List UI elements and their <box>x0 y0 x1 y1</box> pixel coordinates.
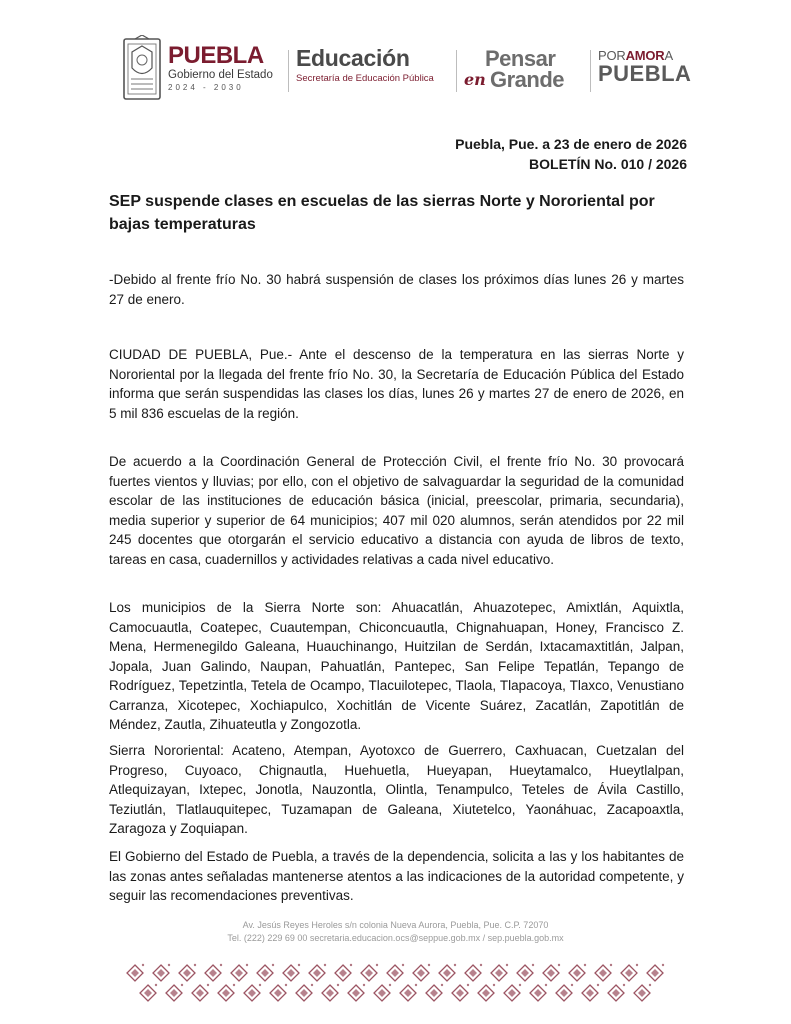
education-logo-title: Educación <box>296 45 410 71</box>
puebla-government-logo <box>168 44 273 93</box>
education-logo-subtitle: Secretaría de Educación Pública <box>296 73 434 84</box>
decorative-pattern-icon <box>122 962 672 1004</box>
body-paragraph: De acuerdo a la Coordinación General de Protección Civil, el frente frío No. 30 provocará fuertes vientos y lluvias; por ello, con el objetivo de salvaguardar la seguridad de la comunidad escolar de las instituciones de educación básica (inicial, preescolar, primaria, secundaria), media superior y superior de 64 municipios; 407 mil 020 alumnos, serán atendidos por 22 mil 245 docentes que otorgarán el servicio educativo a distancia con ayuda de libros de texto, tareas en casa, cuadernillos y actividades relativas a cada nivel educativo. <box>109 454 684 567</box>
puebla-logo-years: 2024 - 2030 <box>168 83 244 92</box>
page-title: SEP suspende clases en escuelas de las sierras Norte y Nororiental por bajas temperaturas <box>109 193 655 233</box>
logo-divider <box>456 50 457 92</box>
en-text: en <box>464 70 486 89</box>
pensar-text: Pensar <box>485 46 556 71</box>
por-amor-a-text: PORAMORA <box>598 48 673 63</box>
body-paragraph: CIUDAD DE PUEBLA, Pue.- Ante el descenso de la temperatura en las sierras Norte y Nororiental por la llegada del frente frío No. 30, la Secretaría de Educación Pública del Estado informa que serán suspendidas las clases los días, lunes 26 y martes 27 de enero de 2026, en 5 mil 836 escuelas de la región. <box>109 347 684 421</box>
por-amor-a-puebla-logo <box>598 48 691 85</box>
footer-contact: Tel. (222) 229 69 00 secretaria.educacion.ocs@seppue.gob.mx / sep.puebla.gob.mx <box>227 933 564 943</box>
bulletin-number: BOLETÍN No. 010 / 2026 <box>529 156 687 172</box>
closing-paragraph: El Gobierno del Estado de Puebla, a través de la dependencia, solicita a las y los habitantes de las zonas antes señaladas mantenerse atentos a las indicaciones de la autoridad competente, y seguir las recomendaciones preventivas. <box>109 849 684 903</box>
header-logos <box>118 32 698 112</box>
subheading-paragraph: -Debido al frente frío No. 30 habrá suspensión de clases los próximos días lunes 26 y martes 27 de enero. <box>109 272 684 307</box>
state-coat-of-arms-icon <box>121 35 163 105</box>
education-logo <box>296 46 434 85</box>
footer-address: Av. Jesús Reyes Heroles s/n colonia Nueva Aurora, Puebla, Pue. C.P. 72070 <box>242 920 549 930</box>
sierra-nororiental-paragraph: Sierra Nororiental: Acateno, Atempan, Ayotoxco de Guerrero, Caxhuacan, Cuetzalan del Progreso, Cuyoaco, Chignautla, Huehuetla, Hueyapan, Hueytamalco, Hueytlalpan, Atlequizayan, Ixtepec, Jonotla, Nauzontla, Olintla, Tenampulco, Teteles de Ávila Castillo, Teziutlán, Tlatlauquitepec, Tuzamapan de Galeana, Xiutetelco, Yaonáhuac, Zacapoaxtla, Zaragoza y Zoquiapan. <box>109 743 684 836</box>
puebla-logo-subtitle: Gobierno del Estado <box>168 69 273 81</box>
logo-divider <box>288 50 289 92</box>
grande-text: Grande <box>490 67 565 92</box>
sierra-norte-paragraph: Los municipios de la Sierra Norte son: Ahuacatlán, Ahuazotepec, Amixtlán, Aquixtla, Camocuautla, Coatepec, Cuautempan, Chiconcuautla, Chignahuapan, Honey, Francisco Z. Mena, Hermenegildo Galeana, Huauchinango, Huitzilan de Serdán, Ixtacamaxtitlán, Jalpan, Jopala, Juan Galindo, Naupan, Pahuatlán, Pantepec, San Felipe Tepatlán, Tepango de Rodríguez, Tepetzintla, Tetela de Ocampo, Tlacuilotepec, Tlaola, Tlapacoya, Tlaxco, Venustiano Carranza, Xicotepec, Xochiapulco, Xochitlán de Vicente Suárez, Zacatlán, Zapotitlán de Méndez, Zautla, Zihuateutla y Zongozotla. <box>109 600 684 732</box>
logo-divider <box>590 50 591 92</box>
place-date: Puebla, Pue. a 23 de enero de 2026 <box>455 136 687 152</box>
puebla-logo-title: PUEBLA <box>168 42 264 69</box>
pensar-en-grande-logo <box>464 46 582 96</box>
footer <box>0 919 791 945</box>
dateline <box>455 134 687 174</box>
puebla-text: PUEBLA <box>598 61 692 86</box>
